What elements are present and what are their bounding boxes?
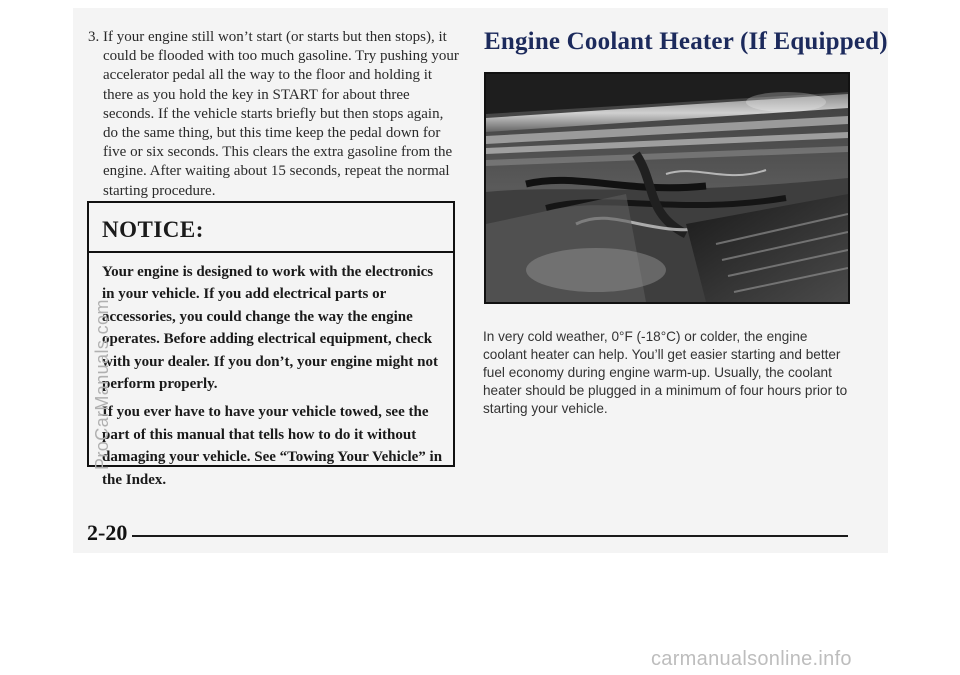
notice-box	[87, 201, 455, 488]
engine-bay-illustration	[486, 74, 848, 302]
notice-paragraph-electronics: Your engine is designed to work with the electronics in your vehicle. If you add electrical parts or accessories, you could change the way the engine operates. Before adding electrical equipment, check with your dealer. If you don’t, your engine might not perform properly.	[102, 264, 439, 393]
watermark-carmanualsonline: carmanualsonline.info	[651, 648, 852, 670]
footer-rule	[132, 535, 848, 537]
step-text: If your engine still won’t start (or starts but then stops), it could be flooded with too much gasoline. Try pushing your accelerator pedal all the way to the floor and holding it there as you hold the key in START for about three seconds. If the vehicle starts briefly but then stops again, do the same thing, but this time keep the pedal down for five or six seconds. This clears the extra gasoline from the engine. After waiting about 15 seconds, repeat the normal starting procedure.	[103, 29, 459, 199]
coolant-heater-description: In very cold weather, 0°F (-18°C) or colder, the engine coolant heater can help. You’ll get easier starting and better fuel economy during engine warm-up. Usually, the coolant heater should be plugged in a minimum of four hours prior to starting your vehicle.	[483, 329, 848, 416]
watermark-procarmanuals: ProCarManuals.com	[92, 299, 112, 470]
engine-coolant-heater-photo	[484, 72, 850, 304]
notice-title: NOTICE:	[102, 217, 204, 242]
step-number: 3.	[88, 29, 100, 45]
page-number: 2-20	[87, 520, 128, 545]
notice-body	[102, 261, 447, 497]
section-title: Engine Coolant Heater (If Equipped)	[484, 28, 888, 55]
notice-divider	[89, 251, 453, 253]
notice-paragraph-towing: If you ever have to have your vehicle towed, see the part of this manual that tells how to do it without damaging your vehicle. See “Towing Your Vehicle” in the Index.	[102, 404, 443, 488]
